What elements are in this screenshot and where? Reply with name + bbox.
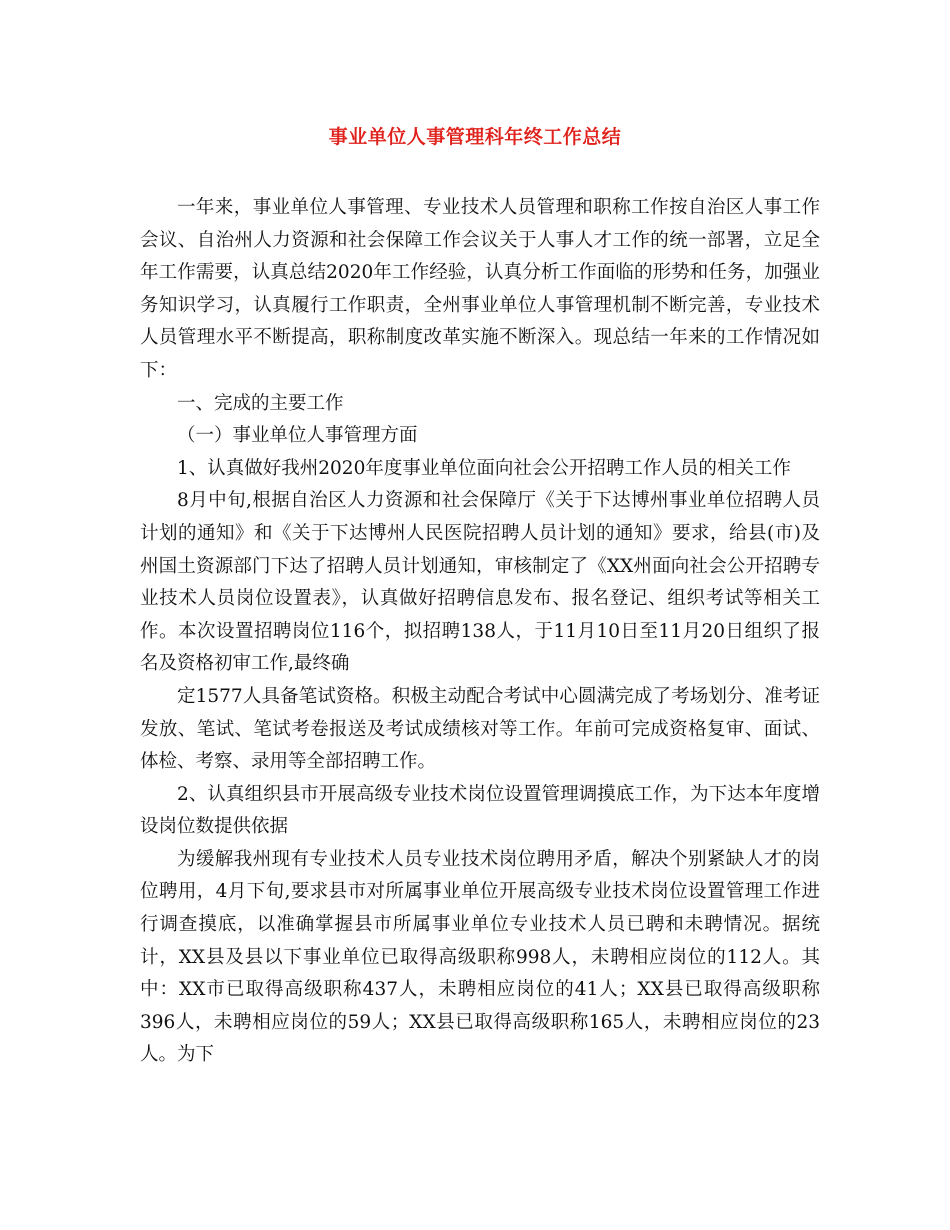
document-title: 事业单位人事管理科年终工作总结 <box>328 126 622 148</box>
paragraph-recruitment-cont: 定1577人具备笔试资格。积极主动配合考试中心圆满完成了考场划分、准考证发放、笔试、笔试考卷报送及考试成绩核对等工作。年前可完成资格复审、面试、体检、考察、录用等全部招聘工作。 <box>140 685 820 773</box>
item-heading-2: 2、认真组织县市开展高级专业技术岗位设置管理调摸底工作，为下达本年度增设岗位数提供依据 <box>140 783 820 838</box>
document-body <box>140 192 820 1072</box>
paragraph-recruitment: 8月中旬,根据自治区人力资源和社会保障厅《关于下达博州事业单位招聘人员计划的通知》和《关于下达博州人民医院招聘人员计划的通知》要求，给县(市)及州国土资源部门下达了招聘人员计划通知，审核制定了《XX州面向社会公开招聘专业技术人员岗位设置表》，认真做好招聘信息发布、报名登记、组织考试等相关工作。本次设置招聘岗位116个，拟招聘138人，于11月10日至11月20日组织了报名及资格初审工作,最终确 <box>140 490 820 675</box>
paragraph-survey: 为缓解我州现有专业技术人员专业技术岗位聘用矛盾，解决个别紧缺人才的岗位聘用，4月下旬,要求县市对所属事业单位开展高级专业技术岗位设置管理工作进行调查摸底，以准确掌握县市所属事业单位专业技术人员已聘和未聘情况。据统计，XX县及县以下事业单位已取得高级职称998人，未聘相应岗位的112人。其中：XX市已取得高级职称437人，未聘相应岗位的41人；XX县已取得高级职称396人，未聘相应岗位的59人；XX县已取得高级职称165人，未聘相应岗位的23人。为下 <box>140 848 820 1066</box>
item-heading-1: 1、认真做好我州2020年度事业单位面向社会公开招聘工作人员的相关工作 <box>177 457 791 479</box>
paragraph-intro: 一年来，事业单位人事管理、专业技术人员管理和职称工作按自治区人事工作会议、自治州人力资源和社会保障工作会议关于人事人才工作的统一部署，立足全年工作需要，认真总结2020年工作经验，认真分析工作面临的形势和任务，加强业务知识学习，认真履行工作职责，全州事业单位人事管理机制不断完善，专业技术人员管理水平不断提高，职称制度改革实施不断深入。现总结一年来的工作情况如下： <box>140 197 820 381</box>
section-heading: 一、完成的主要工作 <box>177 392 344 414</box>
subsection-heading: （一）事业单位人事管理方面 <box>177 425 418 447</box>
